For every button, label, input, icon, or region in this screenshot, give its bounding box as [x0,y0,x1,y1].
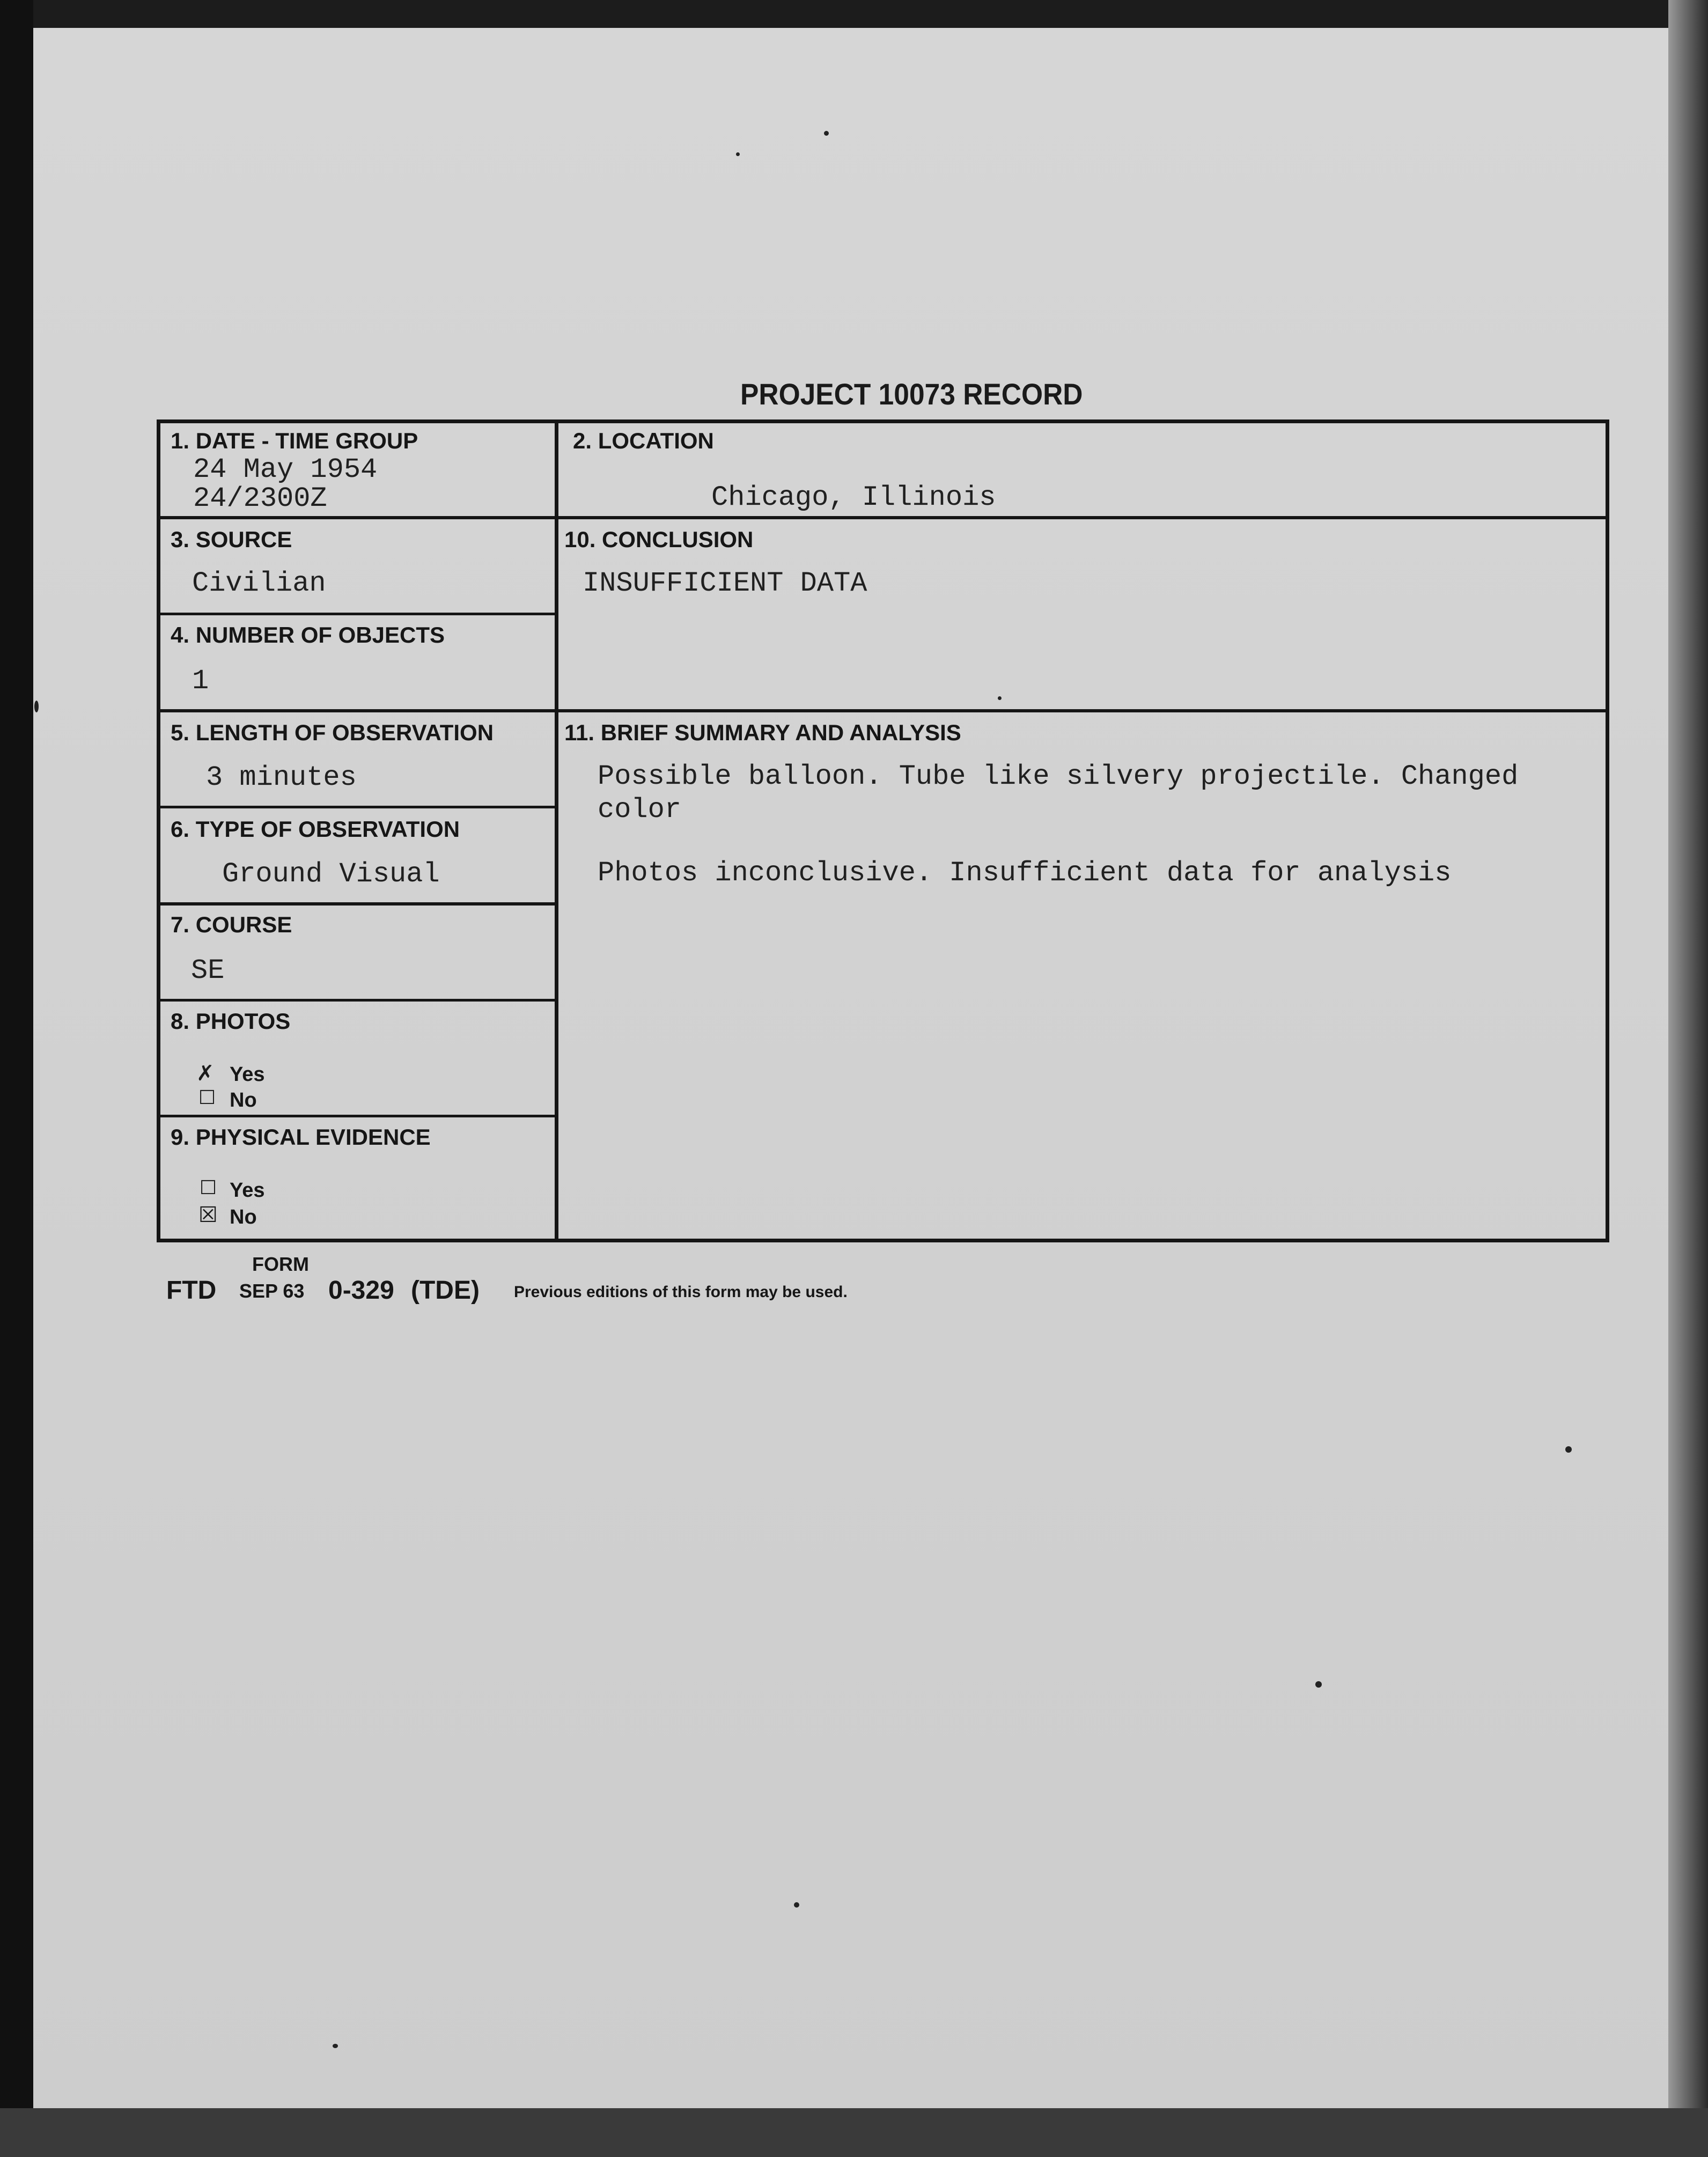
footer-note: Previous editions of this form may be used. [514,1283,848,1301]
number-of-objects-label: 4. NUMBER OF OBJECTS [171,622,445,647]
summary-line-3: Photos inconclusive. Insufficient data for analysis [598,857,1452,889]
photos-no-label: No [230,1089,257,1111]
physical-evidence-no-label: No [230,1206,257,1228]
time-group-value: 24/2300Z [193,483,327,514]
physical-evidence-yes-checkbox-icon: ☐ [200,1177,217,1199]
scan-speck [998,696,1002,700]
footer-form-number: 0-329 [328,1276,394,1305]
physical-evidence-label: 9. PHYSICAL EVIDENCE [171,1124,431,1150]
source-value: Civilian [192,568,326,599]
length-of-observation-value: 3 minutes [206,762,357,793]
column-divider [555,419,558,1242]
scan-border-bottom [0,2108,1708,2157]
source-label: 3. SOURCE [171,527,292,552]
course-label: 7. COURSE [171,912,292,937]
photos-no-checkbox-icon: ☐ [198,1087,216,1109]
summary-line-1: Possible balloon. Tube like silvery projectile. Changed [598,761,1519,792]
type-of-observation-label: 6. TYPE OF OBSERVATION [171,816,460,842]
summary-label: 11. BRIEF SUMMARY AND ANALYSIS [564,720,961,745]
row-divider [555,709,1609,712]
date-time-label: 1. DATE - TIME GROUP [171,428,418,453]
form-title: PROJECT 10073 RECORD [740,377,1083,411]
row-divider [157,902,558,906]
scan-speck [1315,1681,1322,1688]
scan-speck [34,701,39,712]
type-of-observation-value: Ground Visual [222,858,440,890]
scan-speck [1565,1446,1572,1453]
scan-speck [824,131,829,136]
summary-line-2: color [598,794,682,826]
footer-date: SEP 63 [239,1280,305,1302]
physical-evidence-yes-label: Yes [230,1179,265,1202]
conclusion-label: 10. CONCLUSION [564,527,754,552]
row-divider [157,999,558,1002]
course-value: SE [191,955,225,987]
footer-form: FORM [252,1253,309,1275]
footer-ftd: FTD [166,1276,217,1305]
date-value: 24 May 1954 [193,454,378,485]
scan-border-right [1668,0,1708,2157]
location-value: Chicago, Illinois [711,482,996,513]
row-divider [157,1115,558,1117]
row-divider [555,516,1609,519]
location-label: 2. LOCATION [573,428,714,453]
scan-border-left [0,0,33,2157]
photos-label: 8. PHOTOS [171,1008,291,1034]
scan-speck [736,152,740,156]
scan-speck [794,1902,799,1908]
row-divider [157,806,558,808]
physical-evidence-no-checkbox-checked-icon: ☒ [198,1203,218,1227]
footer-tde: (TDE) [411,1276,480,1305]
scan-speck [333,2044,338,2048]
conclusion-value: INSUFFICIENT DATA [583,568,867,599]
row-divider [157,516,558,519]
row-divider [157,709,558,712]
length-of-observation-label: 5. LENGTH OF OBSERVATION [171,720,494,745]
photos-yes-checkbox-checked-icon: ✗ [196,1061,215,1086]
number-of-objects-value: 1 [192,665,209,697]
photos-yes-label: Yes [230,1063,265,1086]
row-divider [157,613,558,615]
